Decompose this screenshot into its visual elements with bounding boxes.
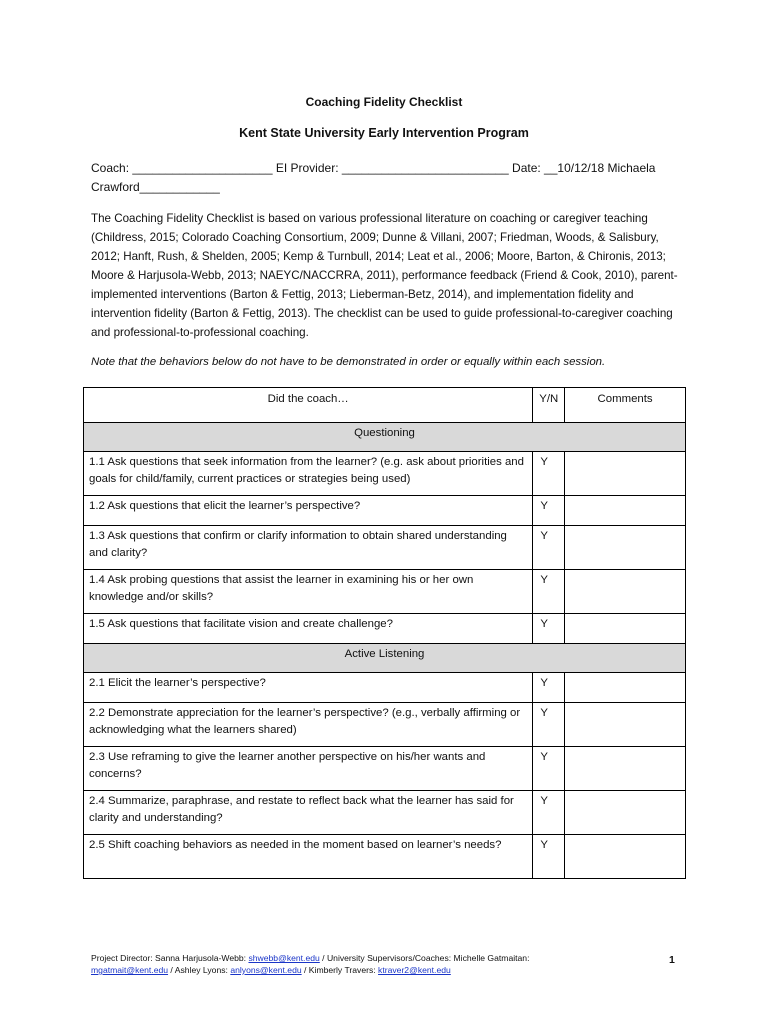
section-row-questioning xyxy=(84,423,686,452)
footer-text: / Ashley Lyons: xyxy=(168,965,231,975)
yn-cell[interactable]: Y xyxy=(533,835,565,879)
table-row xyxy=(84,452,686,496)
footer-text: Project Director: Sanna Harjusola-Webb: xyxy=(91,953,249,963)
footer-text: / Kimberly Travers: xyxy=(301,965,379,975)
behavior-cell: 2.3 Use reframing to give the learner another perspective on his/her wants and concerns? xyxy=(84,747,533,791)
header-yn: Y/N xyxy=(533,388,565,423)
table-row xyxy=(84,673,686,703)
table-header-row xyxy=(84,388,686,423)
header-did-the-coach: Did the coach… xyxy=(84,388,533,423)
yn-cell[interactable]: Y xyxy=(533,747,565,791)
email-link-anlyons[interactable]: anlyons@kent.edu xyxy=(230,965,302,975)
comments-cell[interactable] xyxy=(565,835,686,879)
comments-cell[interactable] xyxy=(565,496,686,526)
behavior-cell: 1.3 Ask questions that confirm or clarify information to obtain shared understanding and clarity? xyxy=(84,526,533,570)
comments-cell[interactable] xyxy=(565,570,686,614)
table-row xyxy=(84,747,686,791)
behavior-cell: 2.1 Elicit the learner’s perspective? xyxy=(84,673,533,703)
footer-text: / University Supervisors/Coaches: Michelle Gatmaitan: xyxy=(319,953,530,963)
header-comments: Comments xyxy=(565,388,686,423)
yn-cell[interactable]: Y xyxy=(533,791,565,835)
coach-info-line xyxy=(91,159,691,197)
behavior-cell: 1.1 Ask questions that seek information from the learner? (e.g. ask about priorities and goals for child/family, current practices or strategies being used) xyxy=(84,452,533,496)
yn-cell[interactable]: Y xyxy=(533,673,565,703)
email-link-ktraver2[interactable]: ktraver2@kent.edu xyxy=(378,965,451,975)
footer-contacts xyxy=(91,952,591,976)
page-number: 1 xyxy=(669,954,675,966)
table-row xyxy=(84,835,686,879)
yn-cell[interactable]: Y xyxy=(533,452,565,496)
document-title: Coaching Fidelity Checklist xyxy=(305,95,463,109)
comments-cell[interactable] xyxy=(565,614,686,644)
yn-cell[interactable]: Y xyxy=(533,570,565,614)
intro-paragraph: The Coaching Fidelity Checklist is based on various professional literature on coaching or caregiver teaching (Childress, 2015; Colorado Coaching Consortium, 2009; Dunne & Villani, 2007; Friedman, Woods, & Salisbury, 2012; Hanft, Rush, & Shelden, 2005; Kemp & Turnbull, 2014; Leat et al., 2006; Moore, Barton, & Chironis, 2013; Moore & Harjusola-Webb, 2013; NAEYC/NACCRRA, 2011), performance feedback (Friend & Cook, 2010), parent-implemented interventions (Barton & Fettig, 2013; Lieberman-Betz, 2014), and implementation fidelity and intervention fidelity (Barton & Fettig, 2013). The checklist can be used to guide professional-to-caregiver coaching and professional-to-professional coaching. xyxy=(91,212,678,339)
behavior-cell: 2.5 Shift coaching behaviors as needed in the moment based on learner’s needs? xyxy=(84,835,533,879)
email-link-shwebb[interactable]: shwebb@kent.edu xyxy=(248,953,320,963)
yn-cell[interactable]: Y xyxy=(533,526,565,570)
behavior-cell: 2.2 Demonstrate appreciation for the learner’s perspective? (e.g., verbally affirming or acknowledging what the learners shared) xyxy=(84,703,533,747)
section-row-active-listening xyxy=(84,644,686,673)
comments-cell[interactable] xyxy=(565,703,686,747)
email-link-mgatmait[interactable]: mgatmait@kent.edu xyxy=(91,965,169,975)
yn-cell[interactable]: Y xyxy=(533,614,565,644)
table-row xyxy=(84,496,686,526)
comments-cell[interactable] xyxy=(565,452,686,496)
comments-cell[interactable] xyxy=(565,747,686,791)
document-subtitle: Kent State University Early Intervention Program xyxy=(239,126,529,140)
behavior-cell: 2.4 Summarize, paraphrase, and restate to reflect back what the learner has said for clarity and understanding? xyxy=(84,791,533,835)
behavior-cell: 1.4 Ask probing questions that assist the learner in examining his or her own knowledge and/or skills? xyxy=(84,570,533,614)
comments-cell[interactable] xyxy=(565,673,686,703)
coach-info-line-2: Crawford____________ xyxy=(91,180,220,194)
section-title-questioning: Questioning xyxy=(84,423,686,452)
table-row xyxy=(84,614,686,644)
table-row xyxy=(84,791,686,835)
section-title-active-listening: Active Listening xyxy=(84,644,686,673)
yn-cell[interactable]: Y xyxy=(533,496,565,526)
comments-cell[interactable] xyxy=(565,791,686,835)
yn-cell[interactable]: Y xyxy=(533,703,565,747)
behavior-cell: 1.5 Ask questions that facilitate vision and create challenge? xyxy=(84,614,533,644)
table-row xyxy=(84,526,686,570)
behavior-cell: 1.2 Ask questions that elicit the learner’s perspective? xyxy=(84,496,533,526)
fidelity-checklist-table xyxy=(83,387,686,879)
coach-info-line-1: Coach: _____________________ EI Provider: _________________________ Date: __10/12/18 Michaela xyxy=(91,161,656,175)
note-text: Note that the behaviors below do not have to be demonstrated in order or equally within each session. xyxy=(91,356,606,368)
table-row xyxy=(84,570,686,614)
table-row xyxy=(84,703,686,747)
comments-cell[interactable] xyxy=(565,526,686,570)
